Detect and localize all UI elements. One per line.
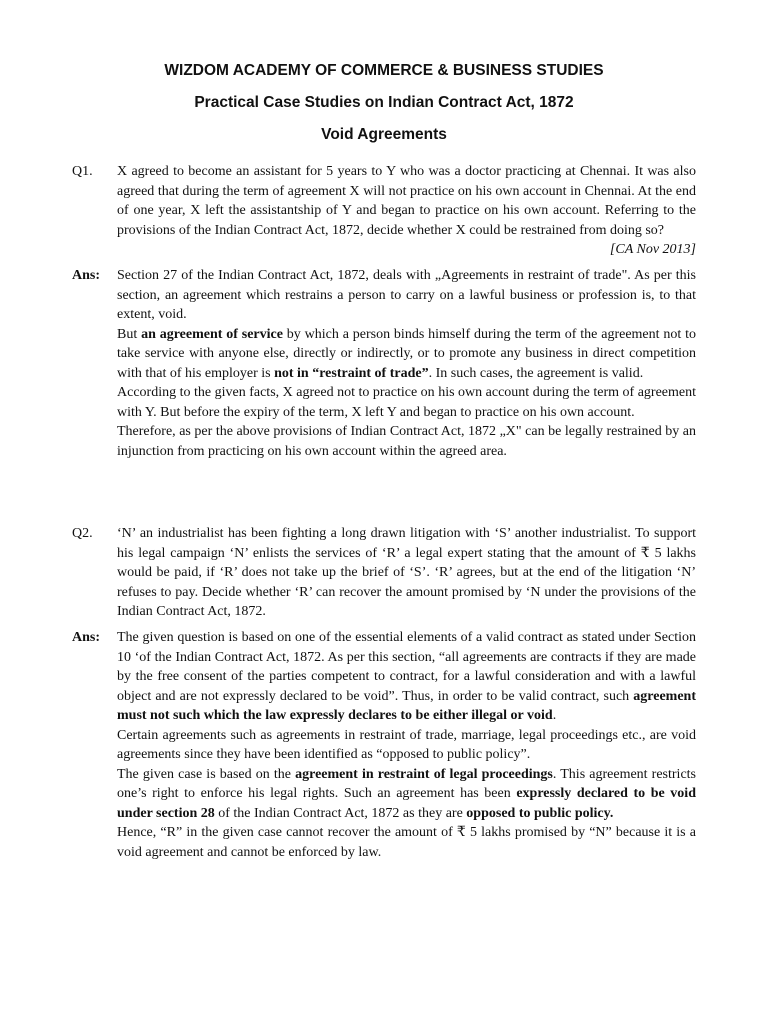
institution-title: WIZDOM ACADEMY OF COMMERCE & BUSINESS STUDIES — [164, 62, 604, 79]
answer-1 — [72, 266, 696, 461]
answer-1-label: Ans: — [72, 268, 101, 283]
document-subtitle: Practical Case Studies on Indian Contract Act, 1872 — [194, 94, 574, 111]
question-2-label: Q2. — [72, 526, 93, 541]
question-1-text: X agreed to become an assistant for 5 years to Y who was a doctor practicing at Chennai. It was also agreed that during the term of agreement X will not practice on his own account in Chennai. At the end of one year, X left the assistantship of Y and began to practice on his own account. Referring to the provisions of the Indian Contract Act, 1872, decide whether X could be restrained from doing so? — [117, 164, 696, 238]
answer-2-paragraph-1: The given question is based on one of the essential elements of a valid contract as stated under Section 10 ‘of the Indian Contract Act, 1872. As per this section, “all agreements are contracts if they are made by the free consent of the parties competent to contract, for a lawful consideration and with a lawful object and are not expressly declared to be void”. Thus, in order to be valid contract, such agreement must not such which the law expressly declares to be either illegal or void. — [117, 630, 696, 723]
answer-2-paragraph-2: Certain agreements such as agreements in restraint of trade, marriage, legal proceedings etc., are void agreements since they have been identified as “opposed to public policy”. — [117, 727, 696, 762]
question-1 — [72, 162, 696, 260]
question-1-citation: [CA Nov 2013] — [609, 242, 696, 257]
answer-1-paragraph-2: But an agreement of service by which a person binds himself during the term of the agreement not to take service with anyone else, directly or indirectly, or to promote any business in direct competition with that of his employer is not in “restraint of trade”. In such cases, the agreement is valid. — [117, 326, 696, 381]
answer-2-paragraph-4: Hence, “R” in the given case cannot recover the amount of ₹ 5 lakhs promised by “N” because it is a void agreement and cannot be enforced by law. — [117, 825, 696, 860]
question-2-text: ‘N’ an industrialist has been fighting a long drawn litigation with ‘S’ another industrialist. To support his legal campaign ‘N’ enlists the services of ‘R’ a legal expert stating that the amount of ₹ 5 lakhs would be paid, if ‘R’ does not take up the brief of ‘S’. ‘R’ agrees, but at the end of the litigation ‘N’ refuses to pay. Decide whether ‘R’ can recover the amount promised by ‘N under the provisions of the Indian Contract Act, 1872. — [117, 526, 696, 619]
answer-2-paragraph-3: The given case is based on the agreement in restraint of legal proceedings. This agreement restricts one’s right to enforce his legal rights. Such an agreement has been expressly declared to be void under section 28 of the Indian Contract Act, 1872 as they are opposed to public policy. — [117, 766, 696, 821]
question-1-label: Q1. — [72, 164, 93, 179]
answer-2-label: Ans: — [72, 630, 101, 645]
answer-1-paragraph-3: According to the given facts, X agreed not to practice on his own account during the term of agreement with Y. But before the expiry of the term, X left Y and began to practice on his own account. — [117, 385, 696, 420]
answer-1-paragraph-1: Section 27 of the Indian Contract Act, 1872, deals with „Agreements in restraint of trade". As per this section, an agreement which restrains a person to carry on a lawful business or profession is, to that extent, void. — [117, 268, 696, 322]
answer-2 — [72, 628, 696, 862]
question-2 — [72, 524, 696, 622]
answer-1-paragraph-4: Therefore, as per the above provisions of Indian Contract Act, 1872 „X" can be legally restrained by an injunction from practicing on his own account within the agreed area. — [117, 424, 696, 459]
topic-title: Void Agreements — [321, 126, 447, 143]
